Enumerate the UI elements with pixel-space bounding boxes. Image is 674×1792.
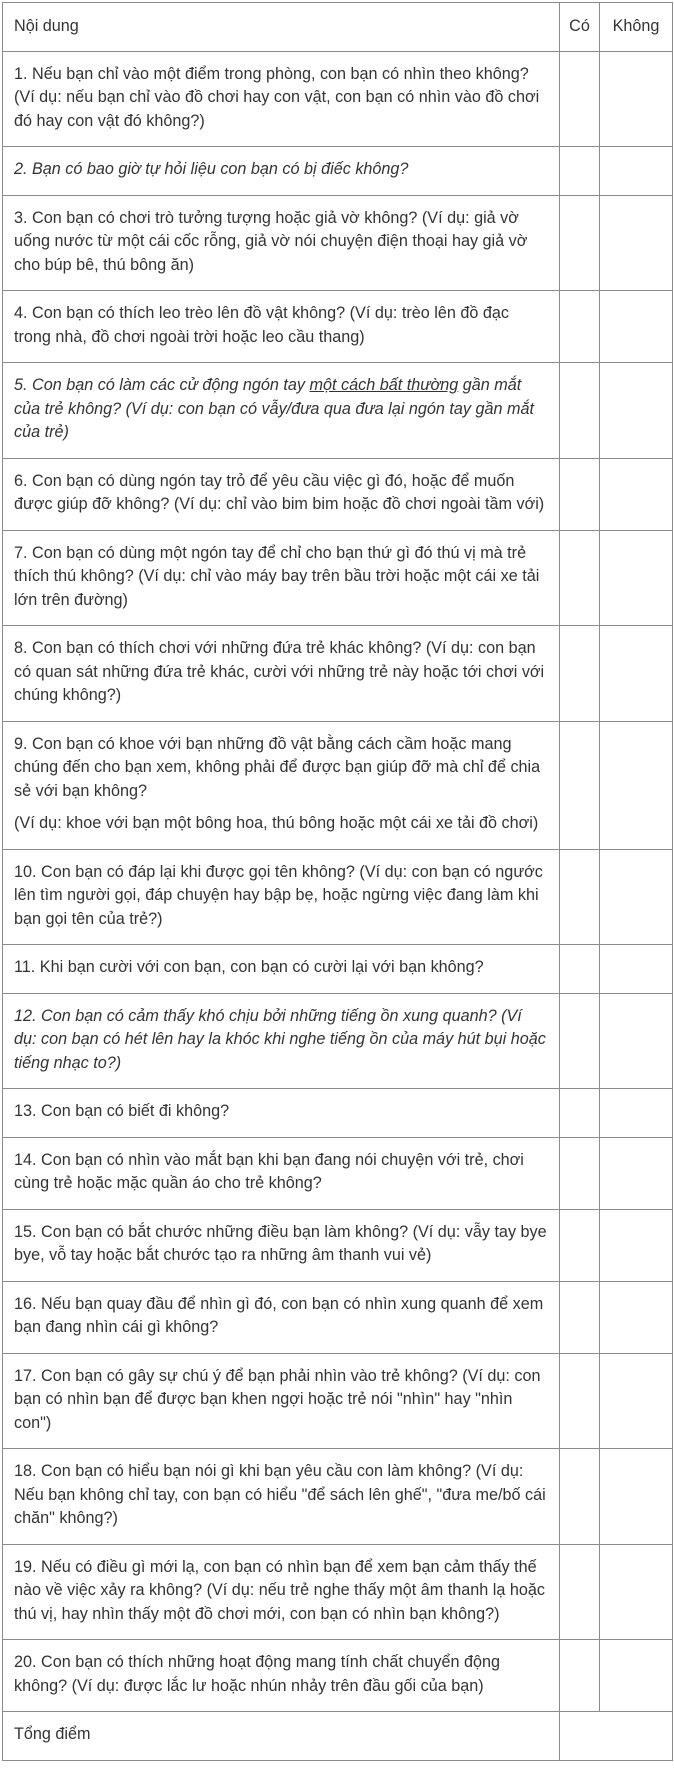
- question-row-5: [3, 363, 673, 459]
- answer-no-cell[interactable]: [600, 1281, 673, 1353]
- question-text: 1. Nếu bạn chỉ vào một điểm trong phòng, con bạn có nhìn theo không? (Ví dụ: nếu bạn chỉ vào đồ chơi hay con vật, con bạn có nhìn vào đồ chơi đó hay con vật đó không?): [14, 64, 540, 130]
- question-row-2: [3, 147, 673, 196]
- question-text: 14. Con bạn có nhìn vào mắt bạn khi bạn đang nói chuyện với trẻ, chơi cùng trẻ hoặc mặc quần áo cho trẻ không?: [14, 1150, 524, 1192]
- question-text: 3. Con bạn có chơi trò tưởng tượng hoặc giả vờ không? (Ví dụ: giả vờ uống nước từ một cái cốc rỗng, giả vờ nói chuyện điện thoại hay giả vờ cho búp bê, thú bông ăn): [14, 208, 528, 274]
- answer-no-cell[interactable]: [600, 945, 673, 994]
- mchat-questionnaire-table: [2, 2, 673, 1761]
- question-text-cell: [3, 1281, 560, 1353]
- question-row-20: [3, 1640, 673, 1712]
- question-text: 7. Con bạn có dùng một ngón tay để chỉ cho bạn thứ gì đó thú vị mà trẻ thích thú không? (Ví dụ: chỉ vào máy bay trên bầu trời hoặc một cái xe tải lớn trên đường): [14, 543, 540, 609]
- answer-yes-cell[interactable]: [560, 945, 600, 994]
- answer-no-cell[interactable]: [600, 626, 673, 722]
- total-label: Tổng điểm: [3, 1712, 560, 1761]
- answer-no-cell[interactable]: [600, 363, 673, 459]
- question-text-cell: [3, 1209, 560, 1281]
- total-score-cell[interactable]: [560, 1712, 673, 1761]
- answer-yes-cell[interactable]: [560, 1281, 600, 1353]
- question-row-3: [3, 195, 673, 291]
- question-text-cell: [3, 1449, 560, 1545]
- question-row-13: [3, 1089, 673, 1138]
- answer-no-cell[interactable]: [600, 849, 673, 945]
- question-text-cell: [3, 945, 560, 994]
- question-text-cell: [3, 1089, 560, 1138]
- answer-yes-cell[interactable]: [560, 993, 600, 1089]
- answer-yes-cell[interactable]: [560, 1353, 600, 1449]
- question-text: 2. Bạn có bao giờ tự hỏi liệu con bạn có bị điếc không?: [14, 160, 409, 178]
- question-text-part: gần mắt của trẻ không? (Ví dụ: con bạn có vẫy/đưa qua đưa lại ngón tay gần mắt của trẻ): [14, 376, 534, 441]
- question-text: 16. Nếu bạn quay đầu để nhìn gì đó, con bạn có nhìn xung quanh để xem bạn đang nhìn cái gì không?: [14, 1294, 544, 1336]
- question-text: 8. Con bạn có thích chơi với những đứa trẻ khác không? (Ví dụ: con bạn có quan sát những đứa trẻ khác, cười với những trẻ này hoặc tới chơi với chúng không?): [14, 639, 545, 704]
- question-text: 6. Con bạn có dùng ngón tay trỏ để yêu cầu việc gì đó, hoặc để muốn được giúp đỡ không? (Ví dụ: chỉ vào bim bim hoặc đồ chơi ngoài tầm với): [14, 471, 545, 513]
- question-text-cell: [3, 721, 560, 849]
- answer-no-cell[interactable]: [600, 1353, 673, 1449]
- question-text: 18. Con bạn có hiểu bạn nói gì khi bạn yêu cầu con làm không? (Ví dụ: Nếu bạn không chỉ tay, con bạn có hiểu "để sách lên ghế", "đưa me/bố cái chăn" không?): [14, 1462, 546, 1527]
- question-row-17: [3, 1353, 673, 1449]
- answer-no-cell[interactable]: [600, 1449, 673, 1545]
- question-text: 15. Con bạn có bắt chước những điều bạn làm không? (Ví dụ: vẫy tay bye bye, vỗ tay hoặc bắt chước tạo ra những âm thanh vui vẻ): [14, 1222, 547, 1264]
- question-text-underlined: một cách bất thường: [309, 376, 459, 394]
- question-text-cell: [3, 1137, 560, 1209]
- total-row: [3, 1712, 673, 1761]
- answer-yes-cell[interactable]: [560, 1544, 600, 1640]
- question-text-part: 5. Con bạn có làm các cử động ngón tay: [14, 376, 310, 394]
- answer-no-cell[interactable]: [600, 51, 673, 147]
- answer-no-cell[interactable]: [600, 530, 673, 626]
- question-text-cell: [3, 993, 560, 1089]
- question-row-7: [3, 530, 673, 626]
- answer-yes-cell[interactable]: [560, 291, 600, 363]
- question-text: 10. Con bạn có đáp lại khi được gọi tên không? (Ví dụ: con bạn có ngước lên tìm người gọi, đáp chuyện hay bập bẹ, hoặc ngừng việc đang làm khi bạn gọi tên của trẻ?): [14, 862, 543, 928]
- question-row-11: [3, 945, 673, 994]
- question-text-cell: [3, 291, 560, 363]
- answer-no-cell[interactable]: [600, 1544, 673, 1640]
- question-text-cell: [3, 458, 560, 530]
- question-text-cell: [3, 849, 560, 945]
- answer-no-cell[interactable]: [600, 993, 673, 1089]
- question-example-note: (Ví dụ: khoe với bạn một bông hoa, thú bông hoặc một cái xe tải đồ chơi): [14, 814, 539, 832]
- answer-yes-cell[interactable]: [560, 530, 600, 626]
- answer-yes-cell[interactable]: [560, 1089, 600, 1138]
- header-row: [3, 3, 673, 52]
- question-text: 17. Con bạn có gây sự chú ý để bạn phải nhìn vào trẻ không? (Ví dụ: con bạn có nhìn bạn để được bạn khen ngợi hoặc trẻ nói "nhìn" hay "nhìn con"): [14, 1366, 541, 1432]
- question-text-cell: [3, 363, 560, 459]
- answer-yes-cell[interactable]: [560, 626, 600, 722]
- question-text: 19. Nếu có điều gì mới lạ, con bạn có nhìn bạn để xem bạn cảm thấy thế nào về việc xảy ra không? (Ví dụ: nếu trẻ nghe thấy một âm thanh lạ hoặc thú vị, hay nhìn thấy một đồ chơi mới, con bạn có nhìn bạn không?): [14, 1557, 545, 1623]
- question-row-18: [3, 1449, 673, 1545]
- question-row-15: [3, 1209, 673, 1281]
- question-row-9: [3, 721, 673, 849]
- question-text-cell: [3, 1544, 560, 1640]
- question-text: 9. Con bạn có khoe với bạn những đồ vật bằng cách cầm hoặc mang chúng đến cho bạn xem, không phải để được bạn giúp đỡ mà chỉ để chia sẻ với bạn không?: [14, 734, 541, 800]
- answer-yes-cell[interactable]: [560, 1449, 600, 1545]
- header-no: Không: [600, 3, 673, 52]
- question-text: 20. Con bạn có thích những hoạt động mang tính chất chuyển động không? (Ví dụ: được lắc lư hoặc nhún nhảy trên đầu gối của bạn): [14, 1653, 501, 1695]
- question-row-8: [3, 626, 673, 722]
- answer-yes-cell[interactable]: [560, 1137, 600, 1209]
- question-row-14: [3, 1137, 673, 1209]
- question-text-cell: [3, 1353, 560, 1449]
- answer-no-cell[interactable]: [600, 1209, 673, 1281]
- question-row-19: [3, 1544, 673, 1640]
- question-text-cell: [3, 1640, 560, 1712]
- header-yes: Có: [560, 3, 600, 52]
- answer-no-cell[interactable]: [600, 1089, 673, 1138]
- question-text: [14, 374, 547, 445]
- question-row-4: [3, 291, 673, 363]
- answer-yes-cell[interactable]: [560, 363, 600, 459]
- question-text: 12. Con bạn có cảm thấy khó chịu bởi những tiếng ồn xung quanh? (Ví dụ: con bạn có hét lên hay la khóc khi nghe tiếng ồn của máy hút bụi hoặc tiếng nhạc to?): [14, 1006, 546, 1072]
- answer-yes-cell[interactable]: [560, 51, 600, 147]
- answer-yes-cell[interactable]: [560, 849, 600, 945]
- question-text-cell: [3, 195, 560, 291]
- answer-yes-cell[interactable]: [560, 147, 600, 196]
- question-row-10: [3, 849, 673, 945]
- question-text-cell: [3, 530, 560, 626]
- question-text-cell: [3, 626, 560, 722]
- question-text: 11. Khi bạn cười với con bạn, con bạn có cười lại với bạn không?: [14, 958, 484, 976]
- answer-no-cell[interactable]: [600, 1640, 673, 1712]
- answer-no-cell[interactable]: [600, 458, 673, 530]
- answer-yes-cell[interactable]: [560, 1209, 600, 1281]
- answer-no-cell[interactable]: [600, 721, 673, 849]
- question-text-cell: [3, 147, 560, 196]
- answer-no-cell[interactable]: [600, 195, 673, 291]
- question-text-cell: [3, 51, 560, 147]
- answer-no-cell[interactable]: [600, 291, 673, 363]
- answer-yes-cell[interactable]: [560, 458, 600, 530]
- answer-no-cell[interactable]: [600, 147, 673, 196]
- answer-no-cell[interactable]: [600, 1137, 673, 1209]
- question-row-1: [3, 51, 673, 147]
- header-content: Nội dung: [3, 3, 560, 52]
- question-row-12: [3, 993, 673, 1089]
- question-row-6: [3, 458, 673, 530]
- question-text: 4. Con bạn có thích leo trèo lên đồ vật không? (Ví dụ: trèo lên đồ đạc trong nhà, đồ chơi ngoài trời hoặc leo cầu thang): [14, 304, 509, 346]
- answer-yes-cell[interactable]: [560, 1640, 600, 1712]
- question-text: 13. Con bạn có biết đi không?: [14, 1102, 230, 1120]
- answer-yes-cell[interactable]: [560, 195, 600, 291]
- question-row-16: [3, 1281, 673, 1353]
- answer-yes-cell[interactable]: [560, 721, 600, 849]
